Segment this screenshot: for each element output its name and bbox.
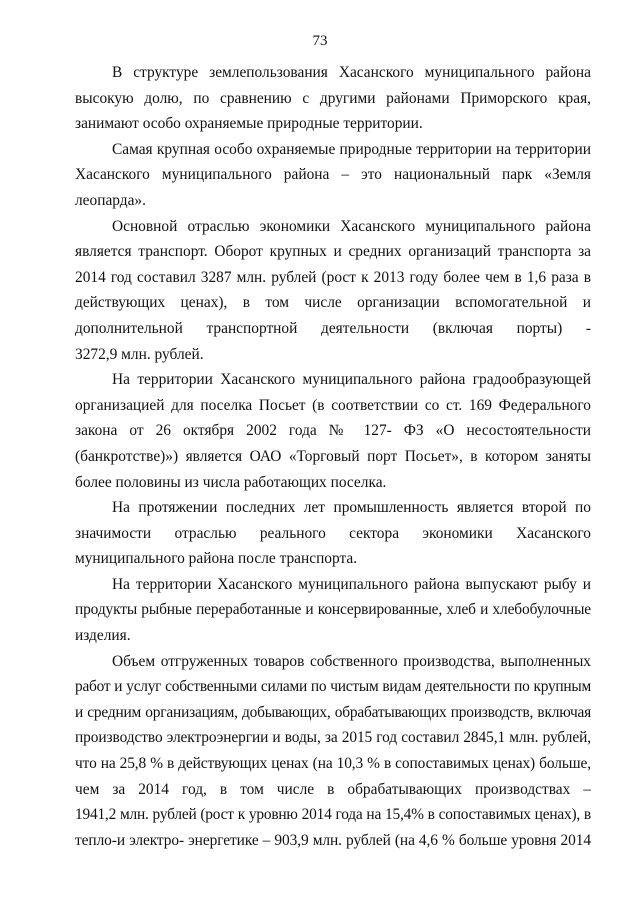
text-line: Самая крупная особо охраняемые природные территории на территории <box>112 140 591 158</box>
text-line: На протяжении последних лет промышленность является второй по <box>112 499 591 517</box>
text-line: Хасанского муниципального района – это национальный парк «Земля <box>75 166 591 184</box>
document-body <box>75 60 591 853</box>
text-line: (банкротстве)») является ОАО «Торговый порт Посьет», в котором заняты <box>75 447 591 465</box>
paragraph <box>75 649 591 854</box>
text-line: дополнительной транспортной деятельности (включая порты) - <box>75 319 591 337</box>
text-line: чем за 2014 год, в том числе в обрабатывающих производствах – <box>75 780 591 798</box>
paragraph <box>75 60 591 137</box>
text-line: Основной отраслью экономики Хасанского муниципального района <box>112 217 591 235</box>
text-line: На территории Хасанского муниципального района выпускают рыбу и <box>112 575 591 593</box>
text-line: что на 25,8 % в действующих ценах (на 10,3 % в сопоставимых ценах) больше, <box>75 755 591 773</box>
text-line: действующих ценах), в том числе организации вспомогательной и <box>75 294 591 312</box>
text-line: тепло-и электро- энергетике – 903,9 млн. рублей (на 4,6 % больше уровня 2014 <box>75 831 591 849</box>
text-line: 2014 год составил 3287 млн. рублей (рост к 2013 году более чем в 1,6 раза в <box>75 268 591 286</box>
text-line: и средним организациям, добывающих, обрабатывающих производств, включая <box>75 703 591 721</box>
text-line: Объем отгруженных товаров собственного производства, выполненных <box>112 652 591 670</box>
text-line: значимости отраслью реального сектора экономики Хасанского <box>75 524 591 542</box>
text-line: изделия. <box>75 627 131 645</box>
text-line: На территории Хасанского муниципального района градообразующей <box>112 371 591 389</box>
text-line: 3272,9 млн. рублей. <box>75 345 204 363</box>
paragraph <box>75 137 591 214</box>
text-line: закона от 26 октября 2002 года № 127- ФЗ «О несостоятельности <box>75 422 591 440</box>
paragraph <box>75 495 591 572</box>
text-line: высокую долю, по сравнению с другими районами Приморского края, <box>75 89 591 107</box>
text-line: продукты рыбные переработанные и консервированные, хлеб и хлебобулочные <box>75 601 591 619</box>
text-line: леопарда». <box>75 191 146 209</box>
text-line: работ и услуг собственными силами по чистым видам деятельности по крупным <box>75 678 591 696</box>
text-line: В структуре землепользования Хасанского муниципального района <box>112 64 591 81</box>
text-line: организацией для поселка Посьет (в соответствии со ст. 169 Федерального <box>75 396 591 414</box>
paragraph <box>75 214 591 368</box>
page-number: 73 <box>312 33 328 49</box>
text-line: муниципального района после транспорта. <box>75 550 358 568</box>
text-line: более половины из числа работающих поселка. <box>75 473 387 491</box>
text-line: является транспорт. Оборот крупных и средних организаций транспорта за <box>75 243 591 261</box>
text-line: производство электроэнергии и воды, за 2015 год составил 2845,1 млн. рублей, <box>75 729 591 747</box>
text-line: 1941,2 млн. рублей (рост к уровню 2014 года на 15,4% в сопоставимых ценах), в <box>75 806 591 824</box>
paragraph <box>75 367 591 495</box>
paragraph <box>75 572 591 649</box>
text-line: занимают особо охраняемые природные территории. <box>75 115 423 133</box>
